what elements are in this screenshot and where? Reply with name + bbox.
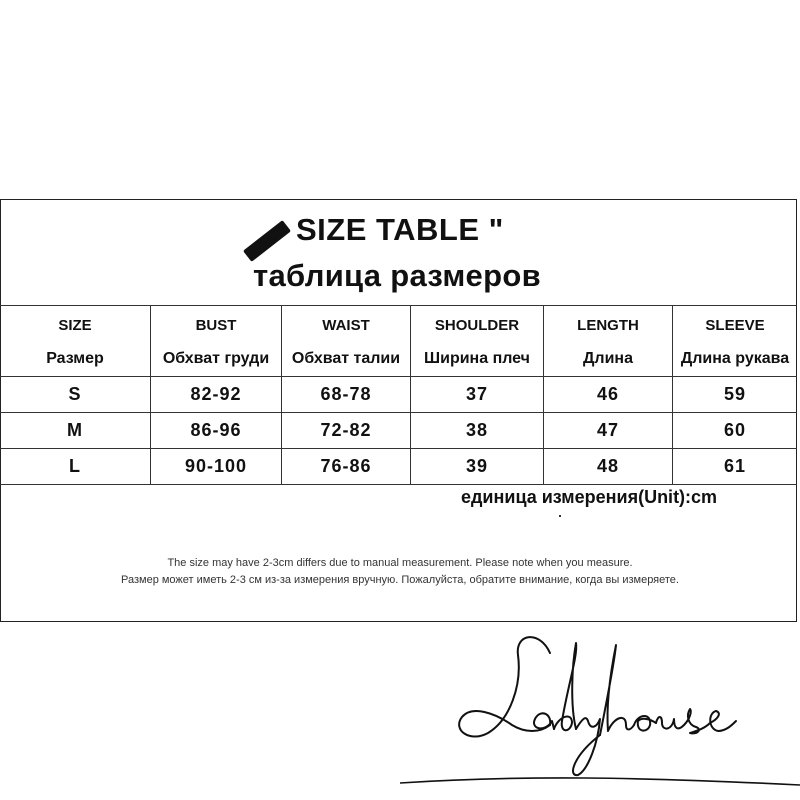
column-header xyxy=(151,306,282,377)
table-cell: 47 xyxy=(544,413,673,449)
table-cell: 59 xyxy=(673,377,798,413)
measurement-note-russian: Размер может иметь 2-3 см из-за измерения вручную. Пожалуйста, обратите внимание, когда вы измеряете. xyxy=(121,574,679,586)
title-russian: таблица размеров xyxy=(253,258,541,293)
table-header-row xyxy=(0,306,797,377)
column-header-en: SLEEVE xyxy=(705,317,765,334)
column-header-ru: Ширина плеч xyxy=(424,350,530,367)
table-cell: 68-78 xyxy=(282,377,411,413)
column-header-en: SIZE xyxy=(58,317,92,334)
table-cell: S xyxy=(0,377,151,413)
table-cell: 76-86 xyxy=(282,449,411,485)
column-header-en: SHOULDER xyxy=(434,317,520,334)
column-header xyxy=(411,306,544,377)
table-cell: 48 xyxy=(544,449,673,485)
column-header-en: LENGTH xyxy=(577,317,639,334)
table-row xyxy=(0,413,797,449)
table-row xyxy=(0,449,797,485)
column-header-ru: Длина xyxy=(583,350,633,367)
ladyhouse-signature-logo xyxy=(400,625,800,800)
column-header xyxy=(673,306,798,377)
column-header xyxy=(282,306,411,377)
unit-label: единица измерения(Unit):cm xyxy=(461,487,718,507)
measurement-note-english: The size may have 2-3cm differs due to manual measurement. Please note when you measure. xyxy=(167,557,633,569)
table-cell: 90-100 xyxy=(151,449,282,485)
table-cell: M xyxy=(0,413,151,449)
table-cell: 39 xyxy=(411,449,544,485)
column-header-en: WAIST xyxy=(322,317,370,334)
stray-dot xyxy=(559,515,561,517)
table-row xyxy=(0,377,797,413)
title-english: SIZE TABLE " xyxy=(296,212,504,247)
table-cell: 46 xyxy=(544,377,673,413)
table-cell: 60 xyxy=(673,413,798,449)
column-header-en: BUST xyxy=(195,317,237,334)
column-header xyxy=(544,306,673,377)
table-cell: 37 xyxy=(411,377,544,413)
column-header-ru: Размер xyxy=(46,350,104,367)
column-header-ru: Обхват талии xyxy=(291,350,401,367)
column-header-ru: Длина рукава xyxy=(680,350,790,367)
table-cell: 38 xyxy=(411,413,544,449)
table-cell: 72-82 xyxy=(282,413,411,449)
table-cell: 82-92 xyxy=(151,377,282,413)
table-cell: 86-96 xyxy=(151,413,282,449)
column-header-ru: Обхват груди xyxy=(162,350,270,367)
table-cell: L xyxy=(0,449,151,485)
table-cell: 61 xyxy=(673,449,798,485)
size-table xyxy=(0,305,797,485)
column-header xyxy=(0,306,151,377)
